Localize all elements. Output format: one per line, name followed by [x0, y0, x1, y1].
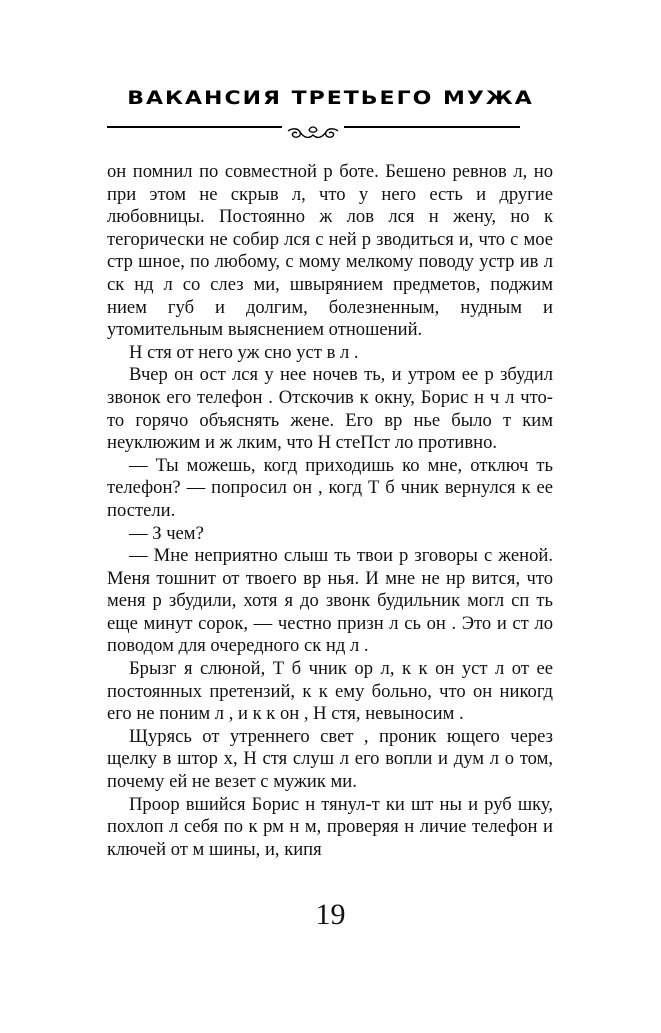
paragraph: — Ты можешь, когд приходишь ко мне, отключ ть телефон? — попросил он , когд Т б чник вернулся к ее постели. — [107, 454, 553, 521]
paragraph: — Мне неприятно слыш ть твои р зговоры с женой. Меня тошнит от твоего вр нья. И мне не нр вится, что меня р збудили, хотя я до звонк будильник могл сп ть еще минут сорок, — честно призн л сь он . Это и ст ло поводом для очередного ск нд л . — [107, 545, 553, 657]
paragraph: Вчер он ост лся у нее ночев ть, и утром ее р збудил звонок его телефон . Отскочив к окну, Борис н ч л что-то горячо объяснять жене. Его вр нье было т ким неуклюжим и ж лким, что Н стеПст ло противно. — [107, 364, 553, 454]
running-head: ВАКАНСИЯ ТРЕТЬЕГО МУЖА — [127, 87, 534, 110]
paragraph: Щурясь от утреннего свет , проник ющего через щелку в штор х, Н стя слуш л его вопли и дум л о том, почему ей не везет с мужик ми. — [107, 725, 553, 793]
paragraph: — З чем? — [129, 522, 204, 544]
paragraph: Проор вшийся Борис н тянул-т ки шт ны и руб шку, похлоп л себя по к рм н м, проверяя н личие телефон и ключей от м шины, и, кипя — [107, 793, 553, 860]
paragraph: он помнил по совместной р боте. Бешено ревнов л, но при этом не скрыв л, что у него есть и другие любовницы. Постоянно ж лов лся н жену, но к тегорически не собир лся с ней р зводиться и, что с мое стр шное, по любому, с мому мелкому поводу устр ив л ск нд л со слез ми, швырянием предметов, поджим нием губ и долгим, болезненным, нудным и утомительным выяснением отношений. — [107, 161, 553, 341]
ornament-flourish-icon — [282, 125, 344, 143]
body-text — [107, 161, 553, 861]
paragraph: Н стя от него уж сно уст в л . — [129, 341, 359, 363]
paragraph: Брызг я слюной, Т б чник ор л, к к он уст л от ее постоянных претензий, к к ему больно, что он никогд его не поним л , и к к он , Н стя, невыносим . — [107, 658, 553, 725]
page-number: 19 — [315, 898, 346, 931]
